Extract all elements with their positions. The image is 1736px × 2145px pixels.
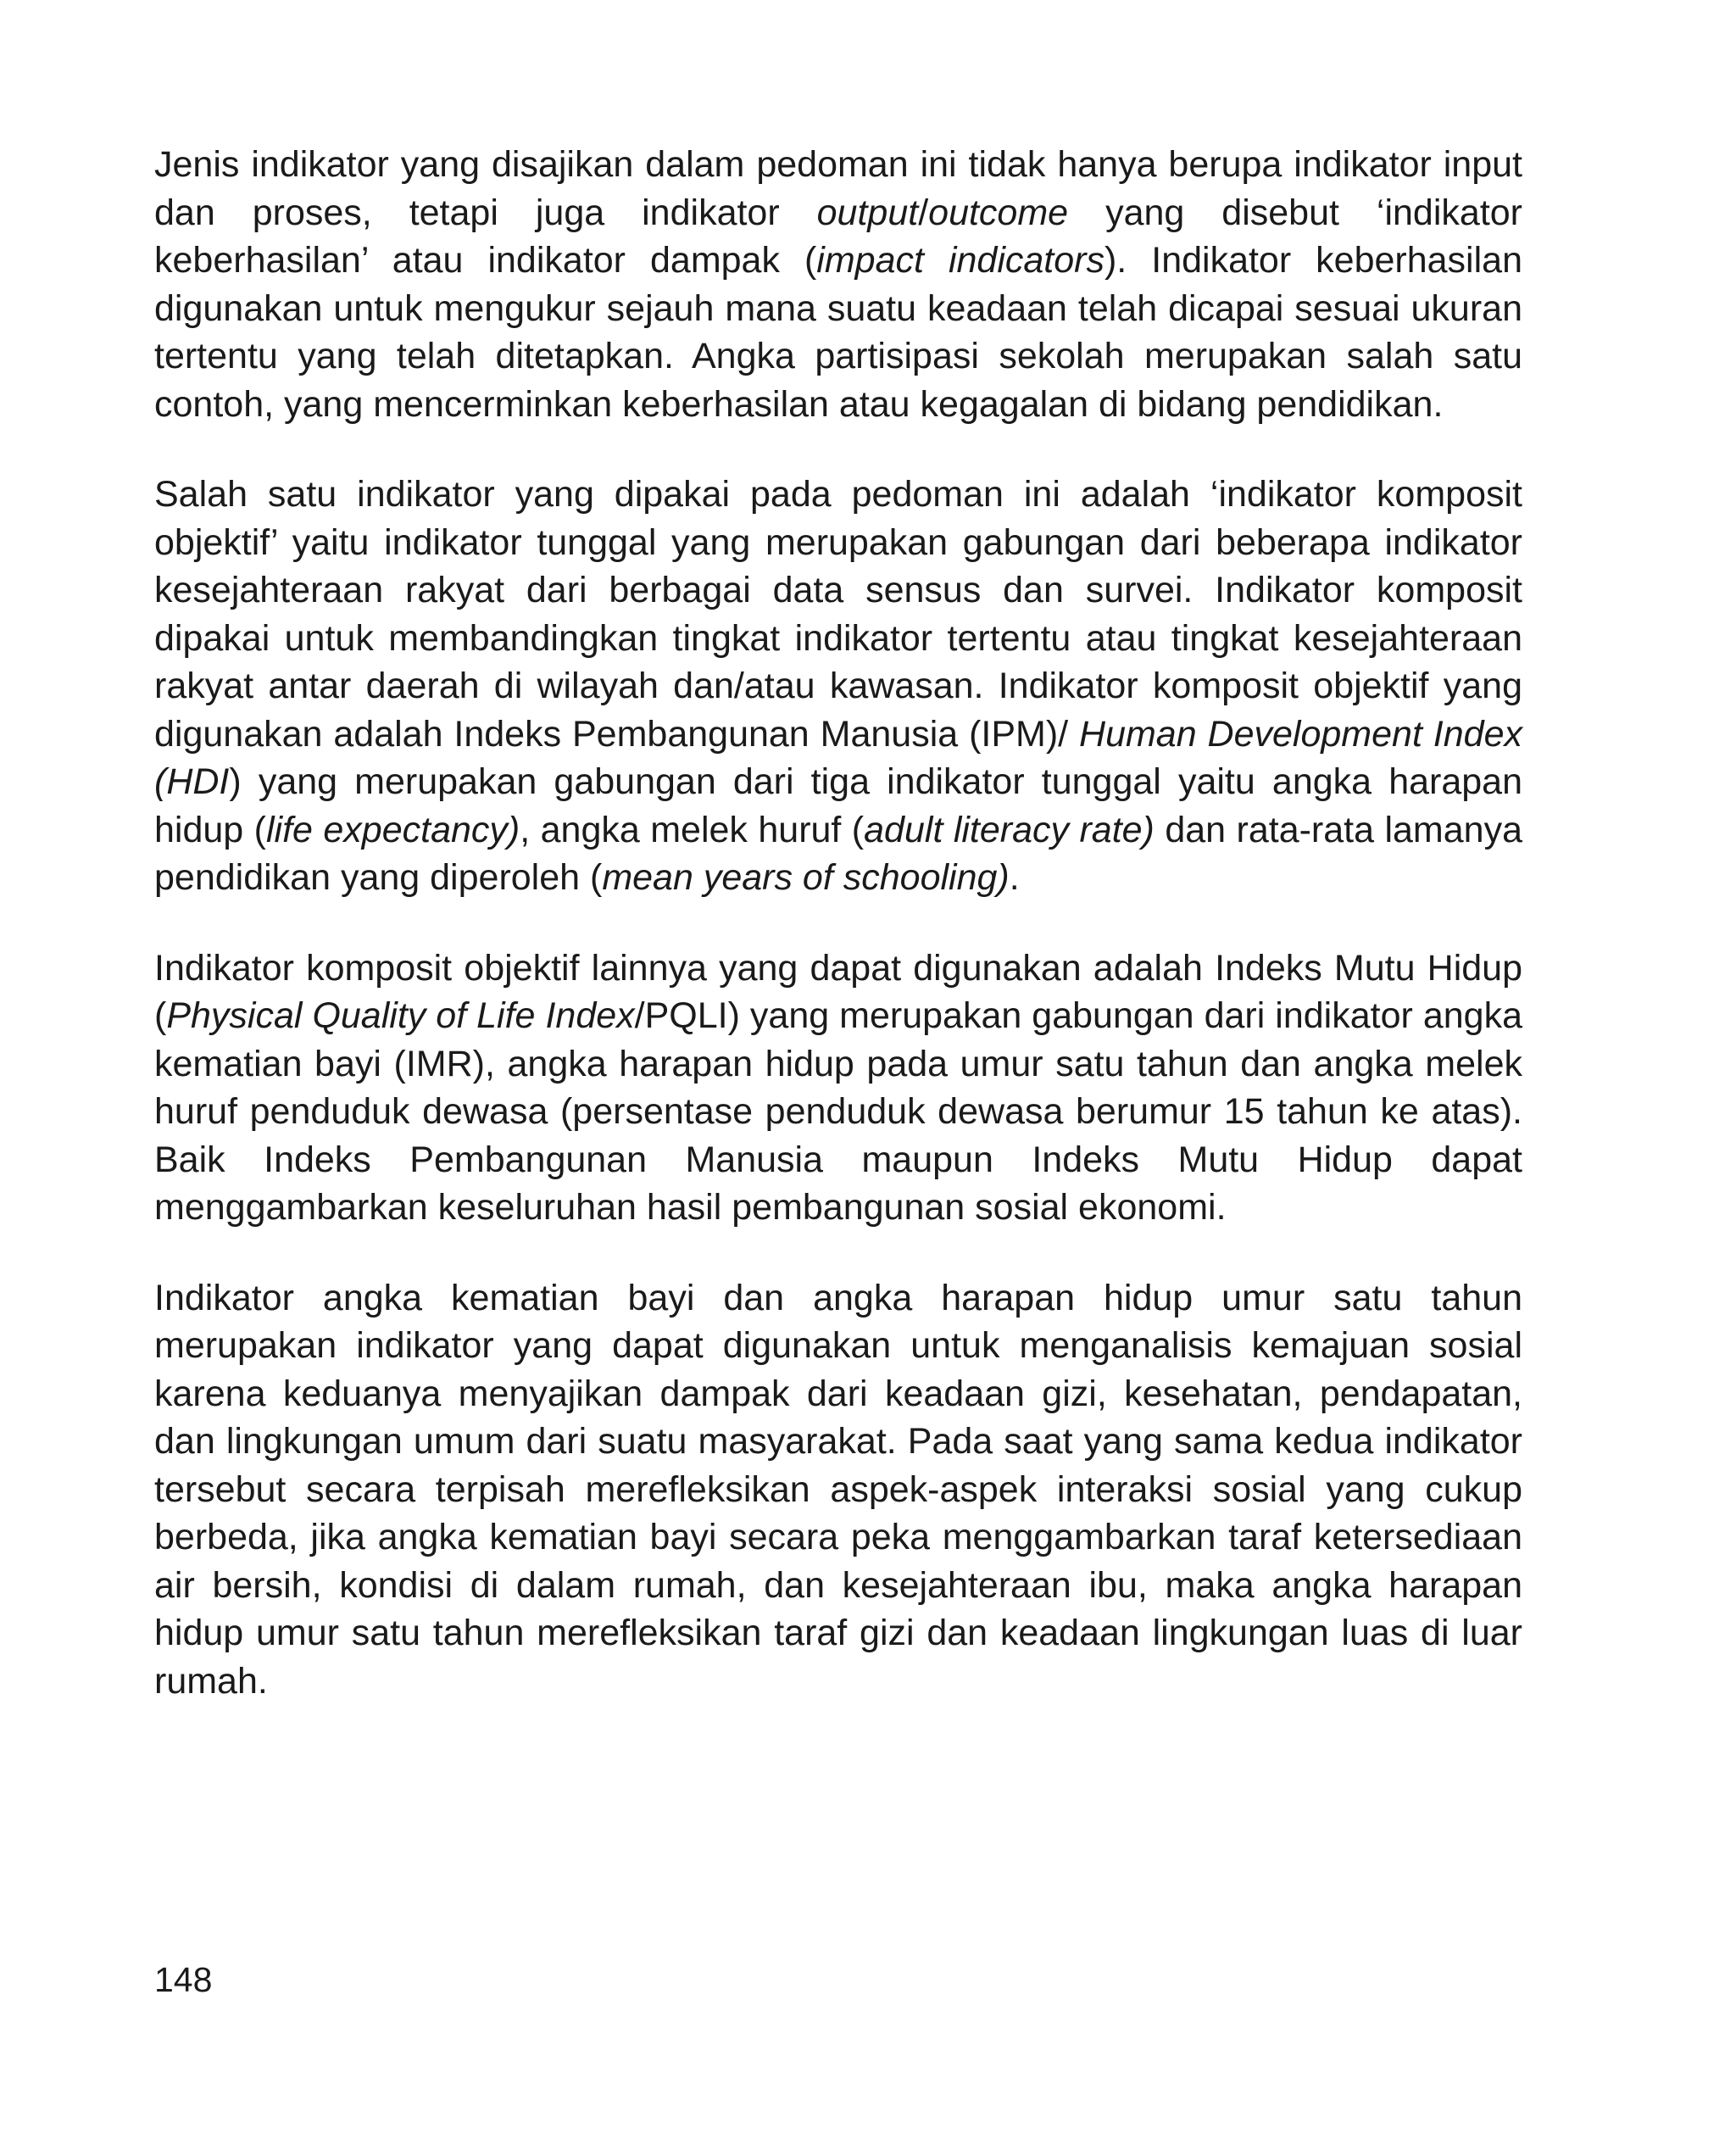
text-run: ). Indikator keberhasilan digunakan untuk mengukur sejauh mana suatu keadaan telah dicapai sesuai ukuran tertentu yang telah ditetapkan. Angka partisipasi sekolah merupakan salah satu contoh, yang mencerminkan keberhasilan atau kegagalan di bidang pendidikan. — [154, 240, 1522, 425]
italic-term: outcome — [928, 192, 1069, 233]
text-run: Indikator angka kematian bayi dan angka harapan hidup umur satu tahun merupakan indikator yang dapat digunakan untuk menganalisis kemajuan sosial karena keduanya menyajikan dampak dari keadaan gizi, kesehatan, pendapatan, dan lingkungan umum dari suatu masyarakat. Pada saat yang sama kedua indikator tersebut secara terpisah merefleksikan aspek-aspek interaksi sosial yang cukup berbeda, jika angka kematian bayi secara peka menggambarkan taraf ketersediaan air bersih, kondisi di dalam rumah, dan kesejahteraan ibu, maka angka harapan hidup umur satu tahun merefleksikan taraf gizi dan keadaan lingkungan luas di luar rumah. — [154, 1277, 1522, 1702]
italic-term: mean years of schooling) — [602, 857, 1010, 898]
italic-term: Human Development Index (HDI — [154, 713, 1522, 802]
italic-term: adult literacy rate) — [864, 809, 1155, 850]
text-run: . — [1009, 857, 1020, 898]
italic-term: impact indicators — [816, 240, 1104, 281]
text-run: , angka melek huruf ( — [520, 809, 865, 850]
text-run: / — [918, 192, 929, 233]
italic-term: Physical Quality of Life Index — [166, 995, 635, 1036]
text-run: Jenis indikator yang disajikan dalam pedoman ini tidak hanya berupa indikator input dan proses, tetapi juga indikator — [154, 144, 1522, 233]
paragraph-infant-mortality — [154, 1274, 1522, 1706]
text-run: Indikator komposit objektif lainnya yang dapat digunakan adalah Indeks Mutu Hidup ( — [154, 947, 1522, 1036]
text-run: Salah satu indikator yang dipakai pada pedoman ini adalah ‘indikator komposit objektif’ yaitu indikator tunggal yang merupakan gabungan dari beberapa indikator kesejahteraan rakyat dari berbagai data sensus dan survei. Indikator komposit dipakai untuk membandingkan tingkat indikator tertentu atau tingkat kesejahteraan rakyat antar daerah di wilayah dan/atau kawasan. Indikator komposit objektif yang digunakan adalah Indeks Pembangunan Manusia (IPM)/ — [154, 474, 1522, 755]
text-run: /PQLI) yang merupakan gabungan dari indikator angka kematian bayi (IMR), angka harapan hidup pada umur satu tahun dan angka melek huruf penduduk dewasa (persentase penduduk dewasa berumur 15 tahun ke atas). Baik Indeks Pembangunan Manusia maupun Indeks Mutu Hidup dapat menggambarkan keseluruhan hasil pembangunan sosial ekonomi. — [154, 995, 1522, 1228]
paragraph-pqli — [154, 944, 1522, 1232]
body-text — [154, 141, 1522, 1747]
text-run: yang disebut ‘indikator keberhasilan’ atau indikator dampak ( — [154, 192, 1522, 281]
text-run: dan rata-rata lamanya pendidikan yang diperoleh ( — [154, 809, 1522, 898]
italic-term: output — [816, 192, 919, 233]
italic-term: life expectancy) — [265, 809, 520, 850]
paragraph-composite-ipm — [154, 471, 1522, 902]
page-number: 148 — [154, 1960, 213, 1999]
paragraph-success-indicators — [154, 141, 1522, 428]
text-run: ) yang merupakan gabungan dari tiga indikator tunggal yaitu angka harapan hidup ( — [154, 761, 1522, 850]
